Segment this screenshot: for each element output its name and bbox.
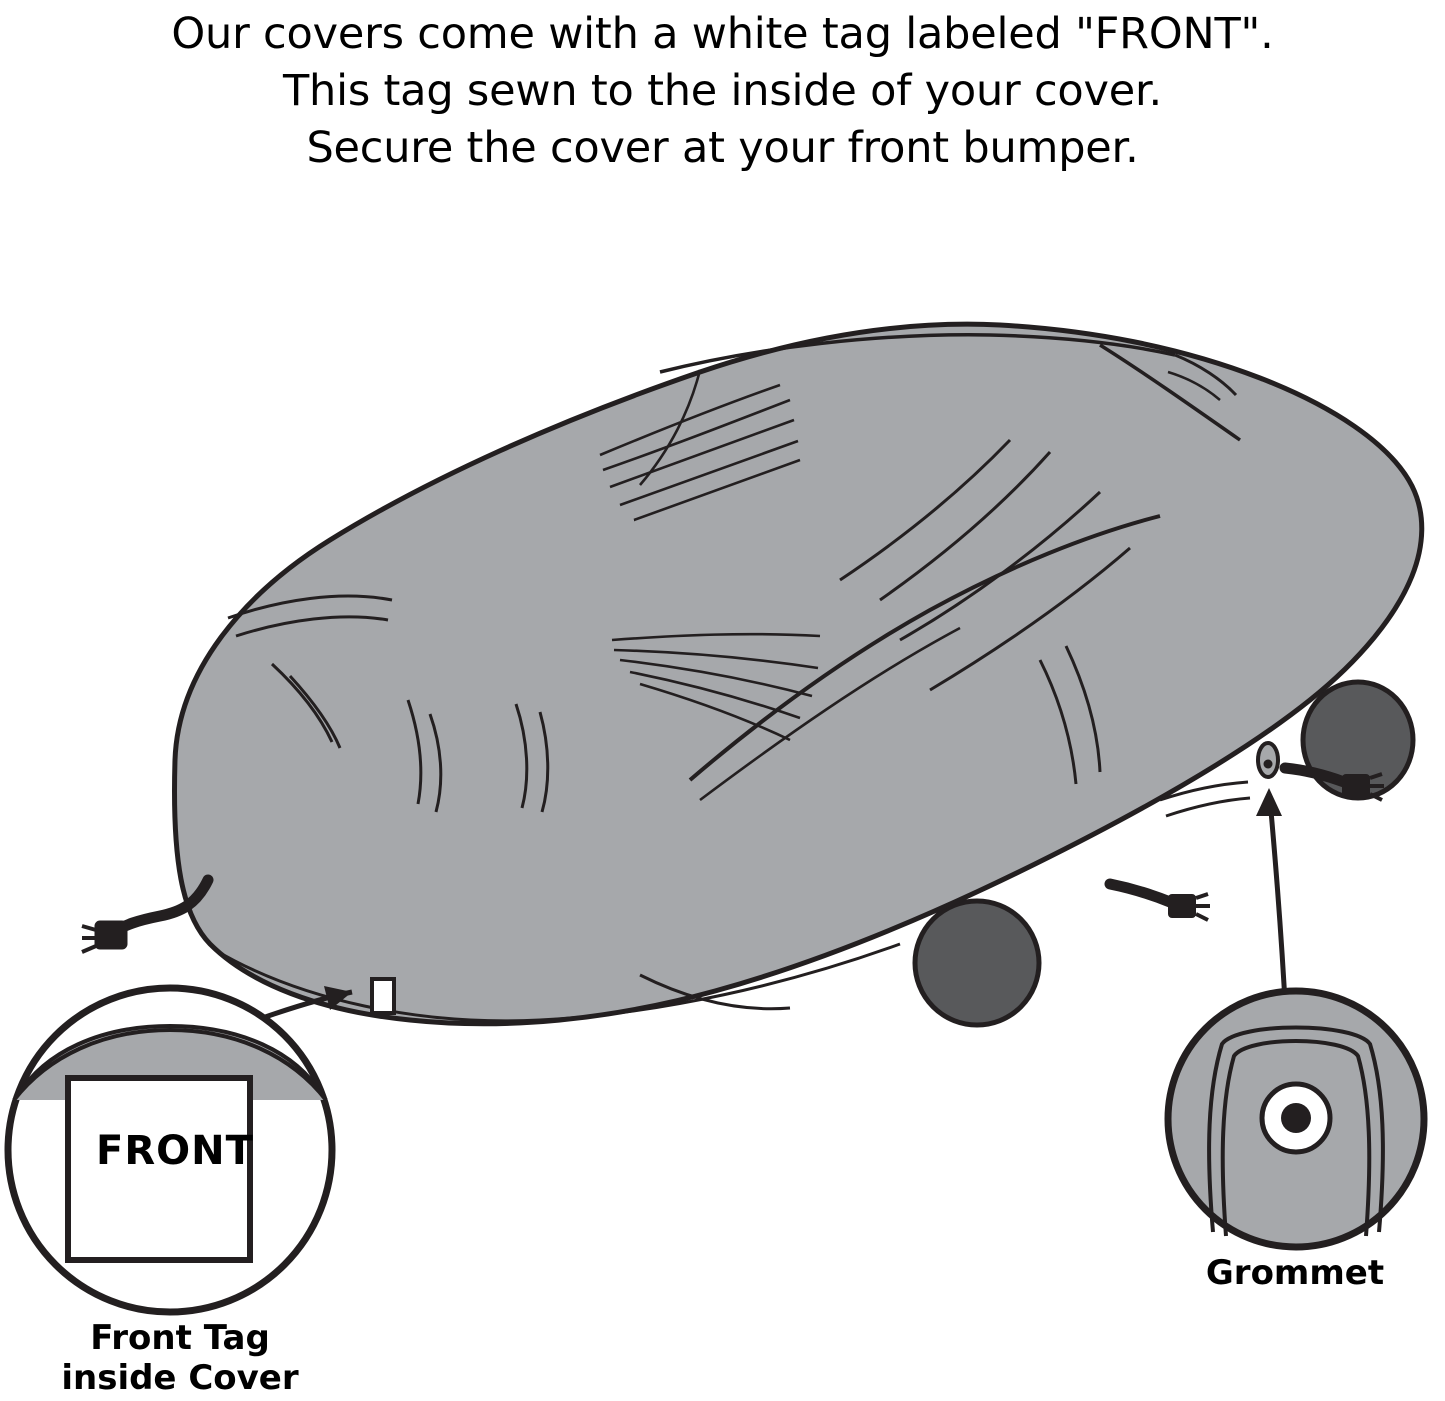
heading-line-3: Secure the cover at your front bumper. — [306, 122, 1139, 173]
front-tag-label: FRONT — [96, 1128, 254, 1174]
heading-line-2: This tag sewn to the inside of your cover. — [282, 65, 1163, 116]
strap-mid — [1110, 884, 1210, 920]
caption-front-tag-line-1: Front Tag — [90, 1318, 270, 1358]
cover-silhouette — [174, 324, 1421, 1024]
caption-grommet-line-1: Grommet — [1205, 1253, 1385, 1293]
strap-buckle-mid — [1168, 894, 1196, 918]
callout-grommet[interactable] — [1168, 991, 1424, 1247]
strap-buckle-front — [1342, 774, 1370, 798]
strap-buckle-rear — [96, 922, 126, 948]
grommet-hole — [1281, 1103, 1311, 1133]
cover-body — [174, 324, 1421, 1024]
caption-grommet — [1150, 1253, 1440, 1293]
rear-wheel-icon — [915, 901, 1039, 1025]
grommet-marker-on-cover — [1258, 743, 1278, 777]
caption-front-tag-line-2: inside Cover — [61, 1358, 299, 1399]
heading-line-1: Our covers come with a white tag labeled "FRONT". — [171, 9, 1274, 59]
front-tag-marker-on-cover — [372, 979, 394, 1013]
caption-front-tag — [20, 1318, 340, 1398]
